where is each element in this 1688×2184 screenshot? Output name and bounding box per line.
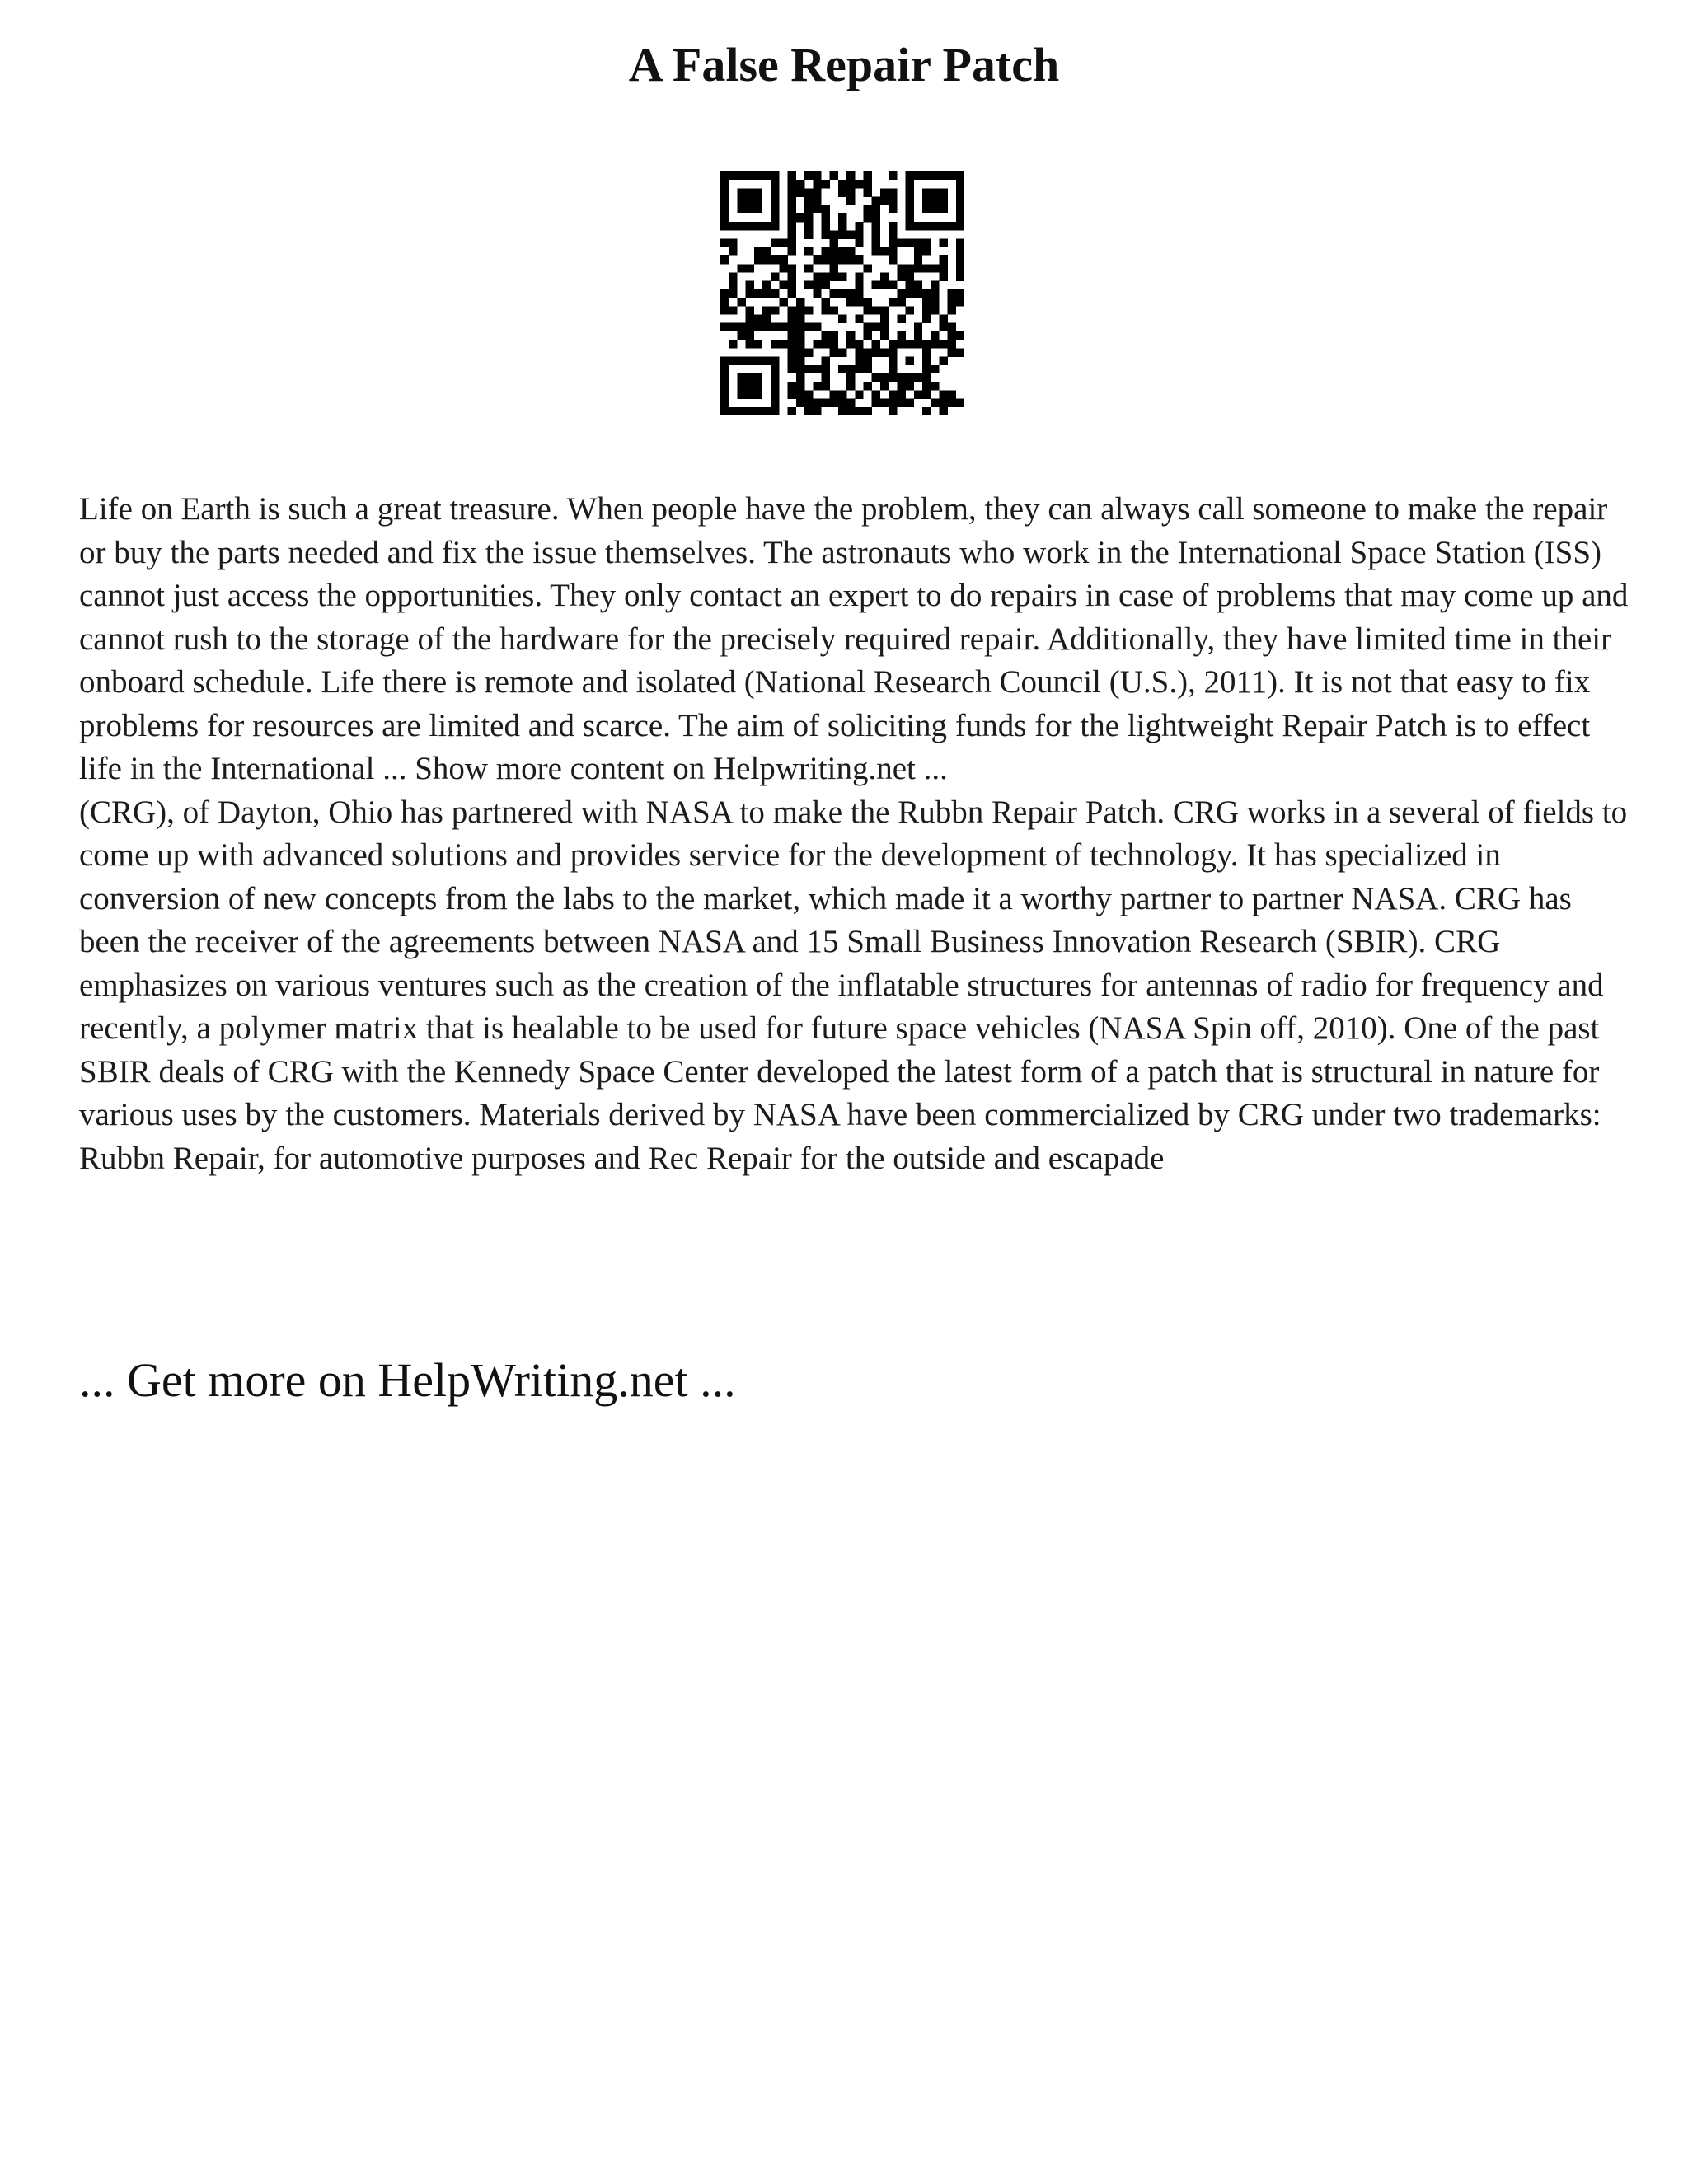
page-title: A False Repair Patch	[628, 38, 1060, 91]
article-body	[79, 488, 1629, 1180]
paragraph-1: Life on Earth is such a great treasure. When people have the problem, they can always call someone to make the repair or buy the parts needed and fix the issue themselves. The astronauts who work in the International Space Station (ISS) cannot just access the opportunities. They only contact an expert to do repairs in case of problems that may come up and cannot rush to the storage of the hardware for the precisely required repair. Additionally, they have limited time in their onboard schedule. Life there is remote and isolated (National Research Council (U.S.), 2011). It is not that easy to fix problems for resources are limited and scarce. The aim of soliciting funds for the lightweight Repair Patch is to effect life in the International ... Show more content on Helpwriting.net ...	[79, 491, 1629, 786]
get-more-link[interactable]: ... Get more on HelpWriting.net ...	[79, 1353, 736, 1407]
qr-code-icon	[720, 171, 964, 415]
paragraph-2: (CRG), of Dayton, Ohio has partnered with NASA to make the Rubbn Repair Patch. CRG works in a several of fields to come up with advanced solutions and provides service for the development of technology. It has specialized in conversion of new concepts from the labs to the market, which made it a worthy partner to partner NASA. CRG has been the receiver of the agreements between NASA and 15 Small Business Innovation Research (SBIR). CRG emphasizes on various ventures such as the creation of the inflatable structures for antennas of radio for frequency and recently, a polymer matrix that is healable to be used for future space vehicles (NASA Spin off, 2010). One of the past SBIR deals of CRG with the Kennedy Space Center developed the latest form of a patch that is structural in nature for various uses by the customers. Materials derived by NASA have been commercialized by CRG under two trademarks: Rubbn Repair, for automotive purposes and Rec Repair for the outside and escapade	[79, 794, 1628, 1176]
